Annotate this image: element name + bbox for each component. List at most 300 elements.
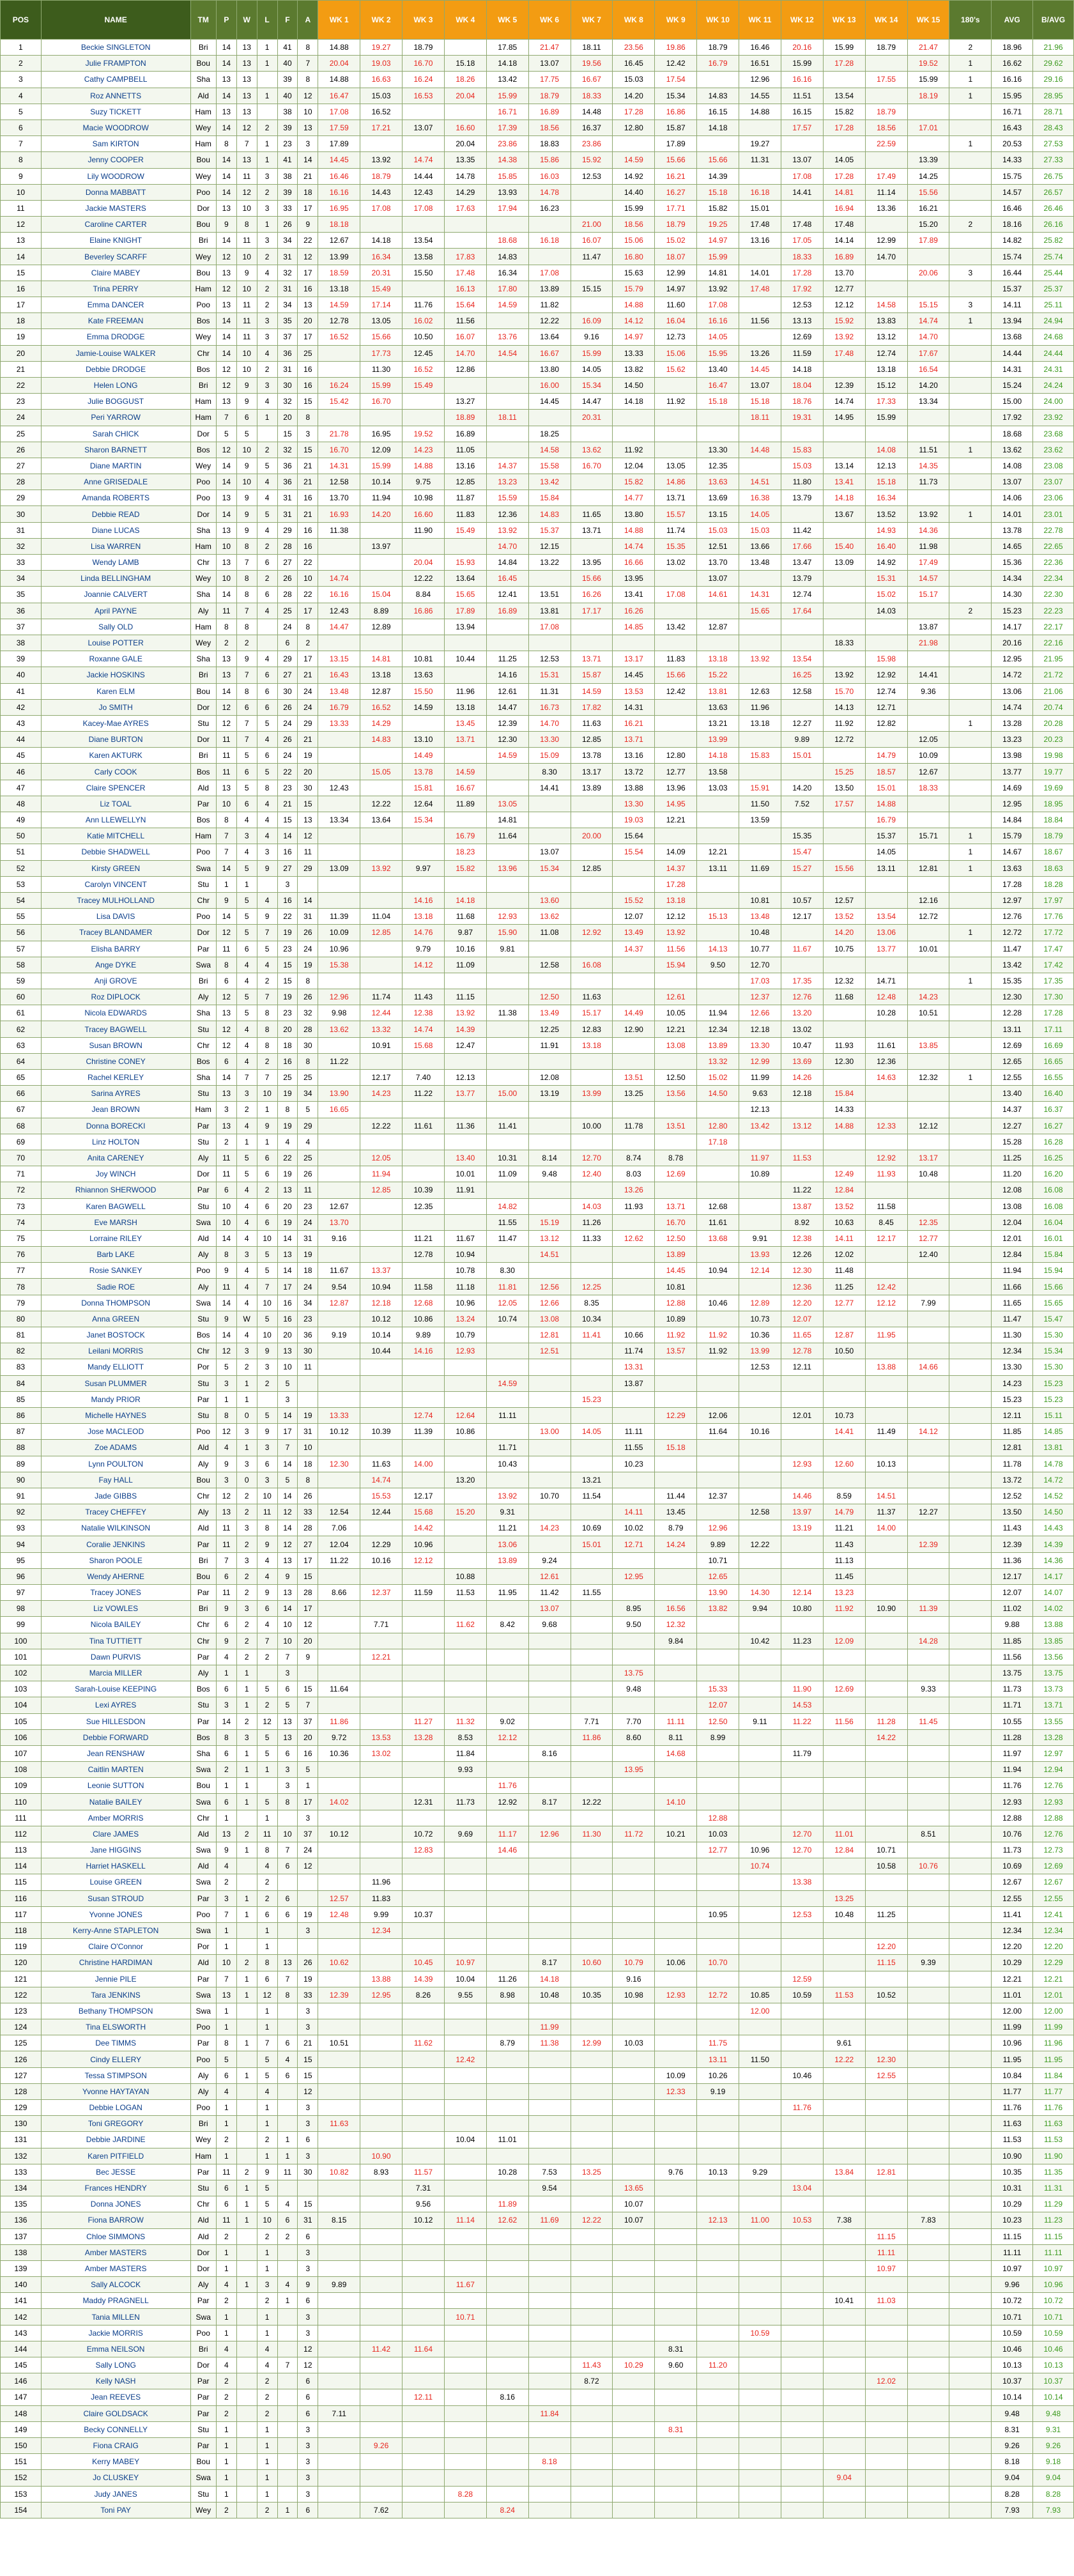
one-eighty-cell xyxy=(949,1536,992,1552)
week-9-cell: 10.06 xyxy=(655,1955,697,1971)
week-5-cell xyxy=(486,1391,528,1407)
lost-cell: 12 xyxy=(257,1987,277,2003)
week-12-cell: 13.69 xyxy=(781,1053,823,1069)
week-11-cell: 12.70 xyxy=(739,957,781,973)
average-cell: 11.94 xyxy=(992,1263,1033,1279)
player-name-cell: Tracey JONES xyxy=(41,1585,190,1601)
week-11-cell xyxy=(739,1971,781,1987)
week-14-cell: 12.74 xyxy=(865,345,907,361)
week-2-cell: 7.71 xyxy=(360,1617,403,1633)
team-cell: Par xyxy=(190,1585,216,1601)
one-eighty-cell: 1 xyxy=(949,72,992,88)
week-9-cell: 13.51 xyxy=(655,1118,697,1134)
table-row xyxy=(1,828,1074,844)
week-13-cell xyxy=(823,2437,865,2453)
week-12-cell: 16.25 xyxy=(781,667,823,683)
week-2-cell: 12.22 xyxy=(360,796,403,812)
week-3-cell: 9.56 xyxy=(403,2196,445,2212)
week-9-cell xyxy=(655,1874,697,1890)
week-15-cell: 17.01 xyxy=(907,120,949,135)
played-cell: 8 xyxy=(216,1729,236,1745)
week-5-cell xyxy=(486,2357,528,2373)
week-12-cell xyxy=(781,2083,823,2099)
player-name-cell: Carly COOK xyxy=(41,764,190,780)
position-cell: 137 xyxy=(1,2228,42,2244)
against-cell: 23 xyxy=(298,1311,318,1327)
bonus-average-cell: 28.95 xyxy=(1033,88,1074,104)
bonus-average-cell: 19.69 xyxy=(1033,780,1074,796)
week-6-cell: 21.47 xyxy=(528,40,571,56)
position-cell: 121 xyxy=(1,1971,42,1987)
week-14-cell xyxy=(865,635,907,651)
week-8-cell: 14.97 xyxy=(613,329,655,345)
week-13-cell xyxy=(823,2486,865,2502)
week-9-cell xyxy=(655,1182,697,1198)
week-6-cell xyxy=(528,2341,571,2357)
table-row xyxy=(1,2100,1074,2116)
bonus-average-cell: 17.11 xyxy=(1033,1021,1074,1037)
week-2-cell xyxy=(360,1359,403,1375)
week-14-cell xyxy=(865,892,907,908)
lost-cell: 10 xyxy=(257,1086,277,1102)
bonus-average-cell: 11.31 xyxy=(1033,2180,1074,2196)
for-cell: 8 xyxy=(277,1102,298,1118)
team-cell: Dor xyxy=(190,2260,216,2276)
week-6-cell xyxy=(528,2003,571,2019)
for-cell xyxy=(277,2003,298,2019)
won-cell: 11 xyxy=(236,168,257,184)
lost-cell: 7 xyxy=(257,925,277,941)
week-8-cell: 13.16 xyxy=(613,748,655,764)
week-12-cell: 20.16 xyxy=(781,40,823,56)
week-13-cell xyxy=(823,1729,865,1745)
week-3-cell xyxy=(403,2100,445,2116)
week-2-cell: 15.03 xyxy=(360,88,403,104)
week-8-cell xyxy=(613,1633,655,1649)
week-12-cell xyxy=(781,1955,823,1971)
week-15-cell xyxy=(907,2051,949,2067)
week-9-cell xyxy=(655,1552,697,1568)
week-13-cell: 13.92 xyxy=(823,329,865,345)
position-cell: 114 xyxy=(1,1858,42,1874)
one-eighty-cell xyxy=(949,1585,992,1601)
week-10-cell: 13.15 xyxy=(697,506,739,522)
week-12-cell: 12.14 xyxy=(781,1585,823,1601)
week-2-cell: 14.18 xyxy=(360,233,403,249)
for-cell: 28 xyxy=(277,587,298,603)
week-13-cell xyxy=(823,2003,865,2019)
week-4-cell: 11.67 xyxy=(444,2277,486,2293)
week-12-cell: 14.41 xyxy=(781,184,823,200)
week-9-cell: 12.12 xyxy=(655,909,697,925)
week-15-cell: 12.77 xyxy=(907,1230,949,1246)
week-2-cell: 16.34 xyxy=(360,249,403,265)
week-12-cell: 12.69 xyxy=(781,329,823,345)
average-cell: 12.88 xyxy=(992,1810,1033,1826)
week-1-cell: 12.57 xyxy=(318,1890,360,1906)
week-1-cell xyxy=(318,2083,360,2099)
bonus-average-cell: 11.90 xyxy=(1033,2148,1074,2164)
week-15-cell xyxy=(907,1649,949,1665)
table-row xyxy=(1,1617,1074,1633)
week-12-cell xyxy=(781,2244,823,2260)
week-13-cell xyxy=(823,1134,865,1150)
week-11-cell: 10.36 xyxy=(739,1327,781,1343)
week-15-cell xyxy=(907,603,949,619)
week-9-cell: 17.28 xyxy=(655,876,697,892)
week-4-cell: 11.32 xyxy=(444,1713,486,1729)
week-13-cell xyxy=(823,1070,865,1086)
week-8-cell: 13.71 xyxy=(613,732,655,748)
week-7-cell: 16.09 xyxy=(571,313,613,329)
week-9-cell: 10.89 xyxy=(655,1311,697,1327)
week-6-cell xyxy=(528,2389,571,2405)
week-12-cell: 17.28 xyxy=(781,265,823,281)
week-3-cell: 11.39 xyxy=(403,1424,445,1440)
week-14-cell xyxy=(865,1665,907,1681)
one-eighty-cell xyxy=(949,2470,992,2486)
week-11-cell: 17.03 xyxy=(739,973,781,989)
player-name-cell: Tracey BAGWELL xyxy=(41,1021,190,1037)
week-11-cell xyxy=(739,1665,781,1681)
week-6-cell: 12.51 xyxy=(528,1343,571,1359)
week-2-cell: 15.99 xyxy=(360,458,403,474)
won-cell xyxy=(236,2502,257,2518)
week-9-cell xyxy=(655,1359,697,1375)
position-cell: 133 xyxy=(1,2164,42,2180)
week-15-cell xyxy=(907,1874,949,1890)
week-12-cell: 13.38 xyxy=(781,1874,823,1890)
week-12-cell xyxy=(781,1134,823,1150)
week-8-cell: 13.72 xyxy=(613,764,655,780)
for-cell: 6 xyxy=(277,1681,298,1697)
position-cell: 28 xyxy=(1,474,42,490)
played-cell: 6 xyxy=(216,1182,236,1198)
week-2-cell: 11.94 xyxy=(360,1166,403,1182)
week-7-cell: 12.99 xyxy=(571,2035,613,2051)
week-1-cell xyxy=(318,1922,360,1938)
lost-cell: 1 xyxy=(257,2454,277,2470)
player-name-cell: Jane HIGGINS xyxy=(41,1842,190,1858)
won-cell: 13 xyxy=(236,152,257,168)
played-cell: 10 xyxy=(216,571,236,587)
week-5-cell: 11.71 xyxy=(486,1440,528,1456)
lost-cell: 4 xyxy=(257,490,277,506)
week-14-cell: 14.93 xyxy=(865,522,907,538)
against-cell: 30 xyxy=(298,1037,318,1053)
week-9-cell: 13.89 xyxy=(655,1247,697,1263)
one-eighty-cell xyxy=(949,2421,992,2437)
played-cell: 13 xyxy=(216,1086,236,1102)
player-name-cell: Donna THOMPSON xyxy=(41,1295,190,1311)
week-11-cell xyxy=(739,764,781,780)
week-5-cell xyxy=(486,1343,528,1359)
week-5-cell xyxy=(486,2405,528,2421)
week-11-cell xyxy=(739,1745,781,1761)
week-10-cell: 13.03 xyxy=(697,780,739,796)
one-eighty-cell xyxy=(949,1922,992,1938)
week-13-cell xyxy=(823,2277,865,2293)
week-8-cell xyxy=(613,1890,655,1906)
player-name-cell: Michelle HAYNES xyxy=(41,1407,190,1423)
against-cell: 19 xyxy=(298,1407,318,1423)
week-5-cell xyxy=(486,1810,528,1826)
played-cell: 14 xyxy=(216,56,236,72)
bonus-average-cell: 12.76 xyxy=(1033,1778,1074,1794)
bonus-average-cell: 24.68 xyxy=(1033,329,1074,345)
player-name-cell: Susan BROWN xyxy=(41,1037,190,1053)
position-cell: 1 xyxy=(1,40,42,56)
position-cell: 42 xyxy=(1,699,42,715)
lost-cell: 4 xyxy=(257,892,277,908)
week-14-cell: 14.03 xyxy=(865,603,907,619)
week-3-cell xyxy=(403,2260,445,2276)
against-cell: 18 xyxy=(298,1456,318,1472)
week-11-cell xyxy=(739,1810,781,1826)
for-cell xyxy=(277,1922,298,1938)
week-5-cell: 8.30 xyxy=(486,1263,528,1279)
one-eighty-cell xyxy=(949,876,992,892)
week-2-cell: 17.73 xyxy=(360,345,403,361)
lost-cell: 1 xyxy=(257,2437,277,2453)
lost-cell: 3 xyxy=(257,2277,277,2293)
week-8-cell: 14.11 xyxy=(613,1504,655,1520)
week-5-cell xyxy=(486,2341,528,2357)
team-cell: Aly xyxy=(190,603,216,619)
week-15-cell xyxy=(907,1906,949,1922)
week-15-cell xyxy=(907,2100,949,2116)
position-cell: 140 xyxy=(1,2277,42,2293)
week-12-cell xyxy=(781,2228,823,2244)
week-10-cell xyxy=(697,1150,739,1166)
week-14-cell: 12.30 xyxy=(865,2051,907,2067)
week-4-cell: 10.94 xyxy=(444,1247,486,1263)
week-14-cell xyxy=(865,1343,907,1359)
week-7-cell: 10.34 xyxy=(571,1311,613,1327)
bonus-average-cell: 17.47 xyxy=(1033,941,1074,957)
position-cell: 46 xyxy=(1,764,42,780)
position-cell: 35 xyxy=(1,587,42,603)
won-cell xyxy=(236,2421,257,2437)
week-8-cell: 10.29 xyxy=(613,2357,655,2373)
week-1-cell: 7.11 xyxy=(318,2405,360,2421)
week-4-cell: 8.53 xyxy=(444,1729,486,1745)
team-cell: Poo xyxy=(190,297,216,313)
position-cell: 126 xyxy=(1,2051,42,2067)
position-cell: 5 xyxy=(1,104,42,120)
week-8-cell: 13.95 xyxy=(613,1762,655,1778)
week-4-cell: 16.89 xyxy=(444,426,486,442)
week-13-cell xyxy=(823,1150,865,1166)
week-4-cell xyxy=(444,1633,486,1649)
week-1-cell: 11.38 xyxy=(318,522,360,538)
week-4-cell: 13.16 xyxy=(444,458,486,474)
average-cell: 10.13 xyxy=(992,2357,1033,2373)
week-6-cell: 12.58 xyxy=(528,957,571,973)
week-11-cell: 11.50 xyxy=(739,796,781,812)
table-row xyxy=(1,812,1074,828)
player-name-cell: Ange DYKE xyxy=(41,957,190,973)
played-cell: 9 xyxy=(216,1601,236,1617)
week-14-cell xyxy=(865,2180,907,2196)
week-13-cell: 11.45 xyxy=(823,1568,865,1584)
week-9-cell xyxy=(655,1053,697,1069)
week-1-cell: 11.22 xyxy=(318,1053,360,1069)
week-7-cell xyxy=(571,200,613,216)
lost-cell: 9 xyxy=(257,1536,277,1552)
won-cell: 2 xyxy=(236,1826,257,1842)
week-14-cell xyxy=(865,1794,907,1810)
week-13-cell xyxy=(823,136,865,152)
week-7-cell: 11.33 xyxy=(571,1230,613,1246)
week-1-cell: 13.90 xyxy=(318,1086,360,1102)
against-cell: 30 xyxy=(298,2164,318,2180)
week-15-cell: 17.49 xyxy=(907,555,949,571)
bonus-average-cell: 10.46 xyxy=(1033,2341,1074,2357)
lost-cell: 4 xyxy=(257,732,277,748)
average-cell: 10.72 xyxy=(992,2293,1033,2309)
player-name-cell: Caroline CARTER xyxy=(41,217,190,233)
week-12-cell: 15.99 xyxy=(781,56,823,72)
week-15-cell xyxy=(907,1697,949,1713)
week-10-cell xyxy=(697,2260,739,2276)
week-13-cell: 17.28 xyxy=(823,120,865,135)
team-cell: Bou xyxy=(190,1778,216,1794)
week-10-cell: 13.89 xyxy=(697,1037,739,1053)
one-eighty-cell xyxy=(949,2389,992,2405)
week-14-cell: 14.88 xyxy=(865,796,907,812)
one-eighty-cell: 1 xyxy=(949,136,992,152)
week-1-cell xyxy=(318,2196,360,2212)
table-row xyxy=(1,217,1074,233)
week-7-cell xyxy=(571,1906,613,1922)
against-cell: 16 xyxy=(298,538,318,554)
won-cell xyxy=(236,2405,257,2421)
player-name-cell: Diane MARTIN xyxy=(41,458,190,474)
week-12-cell: 14.18 xyxy=(781,361,823,377)
against-cell: 14 xyxy=(298,152,318,168)
for-cell: 14 xyxy=(277,1488,298,1504)
played-cell: 13 xyxy=(216,394,236,410)
team-cell: Wey xyxy=(190,2502,216,2518)
week-9-cell xyxy=(655,1134,697,1150)
week-3-cell xyxy=(403,2325,445,2341)
week-14-cell: 14.22 xyxy=(865,1729,907,1745)
week-5-cell: 16.71 xyxy=(486,104,528,120)
week-12-cell xyxy=(781,1424,823,1440)
bonus-average-cell: 23.07 xyxy=(1033,474,1074,490)
week-9-cell: 8.79 xyxy=(655,1520,697,1536)
week-6-cell xyxy=(528,973,571,989)
player-name-cell: Lily WOODROW xyxy=(41,168,190,184)
week-4-cell: 16.07 xyxy=(444,329,486,345)
lost-cell: 2 xyxy=(257,1890,277,1906)
bonus-average-cell: 21.06 xyxy=(1033,683,1074,699)
for-cell: 5 xyxy=(277,1375,298,1391)
week-15-cell: 12.05 xyxy=(907,732,949,748)
week-6-cell: 11.84 xyxy=(528,2405,571,2421)
week-13-cell xyxy=(823,1440,865,1456)
average-cell: 10.35 xyxy=(992,2164,1033,2180)
player-name-cell: Sam KIRTON xyxy=(41,136,190,152)
position-cell: 11 xyxy=(1,200,42,216)
week-5-cell xyxy=(486,1890,528,1906)
team-cell: Stu xyxy=(190,2486,216,2502)
week-8-cell xyxy=(613,1391,655,1407)
week-15-cell: 13.85 xyxy=(907,1037,949,1053)
week-7-cell: 12.85 xyxy=(571,732,613,748)
player-name-cell: Jo CLUSKEY xyxy=(41,2470,190,2486)
week-12-cell: 13.54 xyxy=(781,651,823,667)
week-13-cell: 11.53 xyxy=(823,1987,865,2003)
week-12-cell: 12.53 xyxy=(781,297,823,313)
one-eighty-cell xyxy=(949,200,992,216)
lost-cell: 4 xyxy=(257,828,277,844)
week-8-cell xyxy=(613,2277,655,2293)
week-7-cell: 16.07 xyxy=(571,233,613,249)
week-4-cell xyxy=(444,1874,486,1890)
table-row xyxy=(1,2083,1074,2099)
won-cell: 13 xyxy=(236,72,257,88)
team-cell: Poo xyxy=(190,1263,216,1279)
week-6-cell: 7.53 xyxy=(528,2164,571,2180)
week-3-cell: 10.72 xyxy=(403,1826,445,1842)
week-7-cell: 16.08 xyxy=(571,957,613,973)
week-10-cell: 15.22 xyxy=(697,667,739,683)
week-14-cell: 17.49 xyxy=(865,168,907,184)
week-7-cell xyxy=(571,1762,613,1778)
lost-cell: 5 xyxy=(257,458,277,474)
average-cell: 10.76 xyxy=(992,1826,1033,1842)
week-4-cell: 20.04 xyxy=(444,136,486,152)
week-9-cell: 16.56 xyxy=(655,1601,697,1617)
week-5-cell xyxy=(486,1327,528,1343)
lost-cell: 8 xyxy=(257,1021,277,1037)
week-5-cell: 14.46 xyxy=(486,1842,528,1858)
week-1-cell xyxy=(318,345,360,361)
week-14-cell: 16.79 xyxy=(865,812,907,828)
average-cell: 12.65 xyxy=(992,1053,1033,1069)
week-6-cell: 9.48 xyxy=(528,1166,571,1182)
week-12-cell: 11.90 xyxy=(781,1681,823,1697)
week-2-cell: 11.04 xyxy=(360,909,403,925)
lost-cell: 4 xyxy=(257,957,277,973)
week-5-cell xyxy=(486,1053,528,1069)
one-eighty-cell xyxy=(949,1150,992,1166)
lost-cell: 4 xyxy=(257,265,277,281)
one-eighty-cell xyxy=(949,619,992,635)
table-row xyxy=(1,233,1074,249)
week-13-cell: 12.22 xyxy=(823,2051,865,2067)
bonus-average-cell: 17.76 xyxy=(1033,909,1074,925)
week-13-cell xyxy=(823,1971,865,1987)
won-cell: 1 xyxy=(236,876,257,892)
week-14-cell xyxy=(865,1874,907,1890)
won-cell: 9 xyxy=(236,458,257,474)
week-9-cell: 15.87 xyxy=(655,120,697,135)
played-cell: 3 xyxy=(216,1697,236,1713)
team-cell: Bri xyxy=(190,233,216,249)
week-7-cell: 12.85 xyxy=(571,860,613,876)
bonus-average-cell: 10.59 xyxy=(1033,2325,1074,2341)
team-cell: Wey xyxy=(190,168,216,184)
lost-cell: 9 xyxy=(257,2164,277,2180)
week-7-cell xyxy=(571,2019,613,2035)
week-4-cell xyxy=(444,1053,486,1069)
table-row xyxy=(1,2244,1074,2260)
one-eighty-cell xyxy=(949,1906,992,1922)
week-6-cell xyxy=(528,2132,571,2148)
